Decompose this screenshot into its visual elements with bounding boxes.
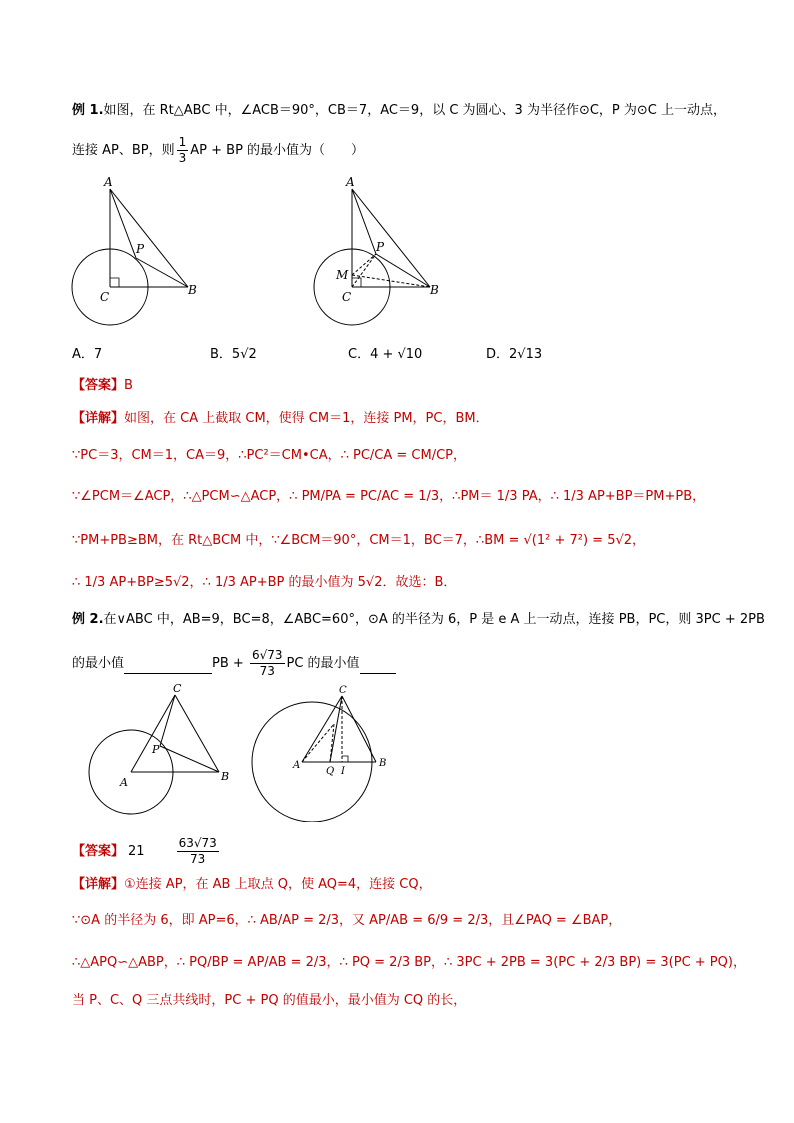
fig3-label-c: C — [173, 682, 182, 695]
ex2-detail-2: ∵⊙A 的半径为 6，即 AP=6，∴ AB/AP = 2/3，又 AP/AB = 6/9 = 2/3，且∠PAQ = ∠BAP， — [72, 913, 622, 928]
ex2-statement-line2: 的最小值 PB + $\frac{6√73}{73}$ PC 的最小值 — [72, 648, 396, 679]
ex2-blank-1[interactable] — [124, 655, 212, 674]
fig1-label-b: B — [188, 283, 197, 297]
ex1-option-b: B．5√2 — [210, 347, 257, 362]
ex2-detail-1: 【详解】①连接 AP，在 AB 上取点 Q，使 AQ=4，连接 CQ， — [72, 877, 432, 892]
fig2-label-b: B — [430, 283, 439, 297]
fig2-label-c: C — [342, 290, 352, 304]
ex1-detail-2: ∵PC＝3，CM＝1，CA＝9，∴PC²＝CM•CA，∴ PC/CA = CM/CP， — [72, 448, 467, 463]
fig3-label-b: B — [221, 770, 230, 783]
fig3-label-p: P — [152, 743, 160, 756]
ex2-statement-line1: 例 2.在∨ABC 中，AB=9，BC=8，∠ABC=60°，⊙A 的半径为 6，P 是 e A 上一动点，连接 PB，PC，则 3PC + 2PB — [72, 612, 765, 627]
ex1-detail-3: ∵∠PCM＝∠ACP，∴△PCM∽△ACP，∴ PM/PA = PC/AC = 1/3，∴PM＝ 1/3 PA，∴ 1/3 AP+BP＝PM+PB， — [72, 489, 706, 504]
ex1-option-c: C．4 + √10 — [348, 347, 423, 362]
ex2-detail-3: ∴△APQ∽△ABP，∴ PQ/BP = AP/AB = 2/3，∴ PQ = 2/3 BP，∴ 3PC + 2PB = 3(PC + 2/3 BP) = 3(PC + PQ)， — [72, 955, 746, 970]
ex1-figure-right — [306, 174, 456, 330]
ex2-figure-right — [246, 680, 406, 822]
ex2-detail-4: 当 P、C、Q 三点共线时，PC + PQ 的值最小，最小值为 CQ 的长， — [72, 993, 467, 1008]
ex2-answer: 【答案】 21 $\frac{63√73}{73}$ — [72, 836, 217, 866]
fig3-label-a: A — [120, 776, 128, 789]
fig4-label-b: B — [379, 758, 387, 769]
ex1-detail-1: 【详解】如图，在 CA 上截取 CM，使得 CM＝1，连接 PM，PC，BM． — [72, 411, 489, 426]
ex1-figure-left — [66, 174, 216, 330]
fig4-label-q: Q — [326, 766, 335, 777]
fig4-label-i: I — [341, 766, 345, 777]
ex2-blank-2[interactable] — [360, 655, 396, 674]
ex2-label: 例 2. — [72, 612, 104, 627]
ex1-option-a: A．7 — [72, 347, 103, 362]
ex1-label: 例 1. — [72, 103, 104, 118]
fig2-label-m: M — [336, 268, 349, 282]
ex1-option-d: D．2√13 — [486, 347, 543, 362]
fig1-label-a: A — [104, 175, 113, 189]
fig1-label-p: P — [136, 242, 145, 256]
ex1-statement-line1: 例 1.如图，在 Rt△ABC 中，∠ACB＝90°，CB＝7，AC＝9，以 C 为圆心、3 为半径作⊙C，P 为⊙C 上一动点， — [72, 103, 726, 118]
fig2-label-a: A — [346, 175, 355, 189]
ex1-detail-4: ∵PM+PB≥BM，在 Rt△BCM 中，∵∠BCM＝90°，CM＝1，BC＝7，∴BM = √(1² + 7²) = 5√2， — [72, 533, 646, 548]
ex1-answer: 【答案】B — [72, 378, 133, 393]
ex2-figure-left — [84, 680, 244, 822]
ex1-detail-5: ∴ 1/3 AP+BP≥5√2，∴ 1/3 AP+BP 的最小值为 5√2．故选：B． — [72, 575, 457, 590]
ex1-statement-line2: 连接 AP、BP，则 $\frac{1}{3}$ AP + BP 的最小值为（ ） — [72, 135, 365, 165]
fig1-label-c: C — [100, 290, 110, 304]
fig2-label-p: P — [376, 240, 385, 254]
fig4-label-a: A — [293, 760, 301, 771]
fig4-label-c: C — [339, 685, 347, 696]
